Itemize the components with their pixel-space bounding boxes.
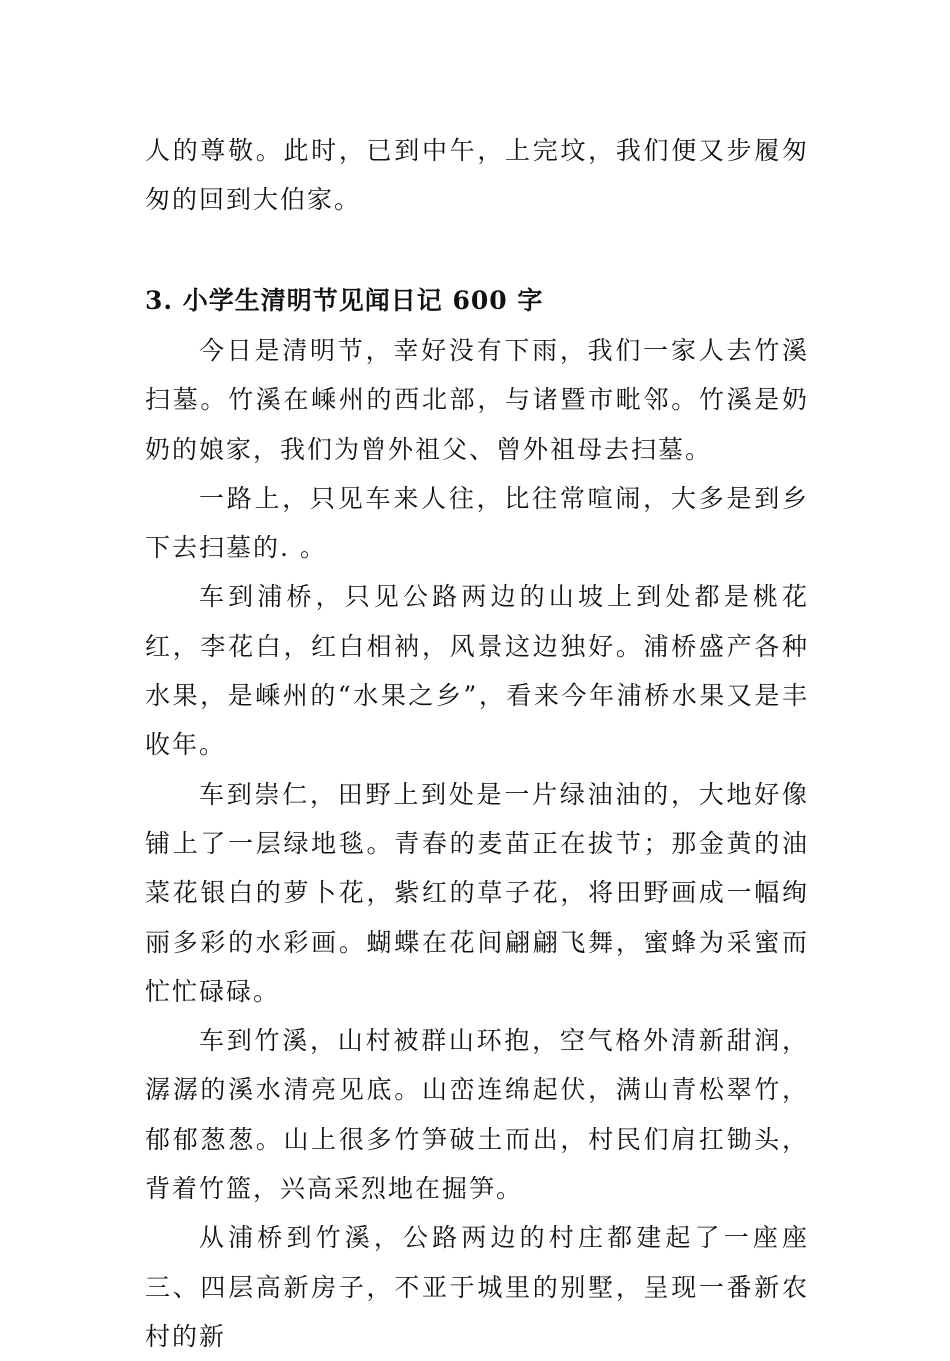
paragraph-5: 车到竹溪，山村被群山环抱，空气格外清新甜润，潺潺的溪水清亮见底。山峦连绵起伏，满山青松翠竹，郁郁葱葱。山上很多竹笋破土而出，村民们肩扛锄头，背着竹篮，兴高采烈地在掘笋。	[145, 1026, 809, 1204]
paragraph-3: 车到浦桥，只见公路两边的山坡上到处都是桃花红，李花白，红白相衲，风景这边独好。浦桥盛产各种水果，是嵊州的“水果之乡”，看来今年浦桥水果又是丰收年。	[145, 582, 809, 760]
paragraph-6: 从浦桥到竹溪，公路两边的村庄都建起了一座座三、四层高新房子，不亚于城里的别墅，呈现一番新农村的新	[145, 1223, 809, 1351]
paragraph-4: 车到崇仁，田野上到处是一片绿油油的，大地好像铺上了一层绿地毯。青春的麦苗正在拔节；那金黄的油菜花银白的萝卜花，紫红的草子花，将田野画成一幅绚丽多彩的水彩画。蝴蝶在花间翩翩飞舞，蜜蜂为采蜜而忙忙碌碌。	[145, 779, 809, 1006]
article-body	[145, 326, 809, 1361]
paragraph-2: 一路上，只见车来人往，比往常喧闹，大多是到乡下去扫墓的. 。	[145, 483, 809, 563]
section-heading: 3. 小学生清明节见闻日记 600 字	[145, 286, 544, 315]
paragraph-1: 今日是清明节，幸好没有下雨，我们一家人去竹溪扫墓。竹溪在嵊州的西北部，与诸暨市毗邻。竹溪是奶奶的娘家，我们为曾外祖父、曾外祖母去扫墓。	[145, 336, 809, 464]
continued-paragraph: 人的尊敬。此时，已到中午，上完坟，我们便又步履匆匆的回到大伯家。	[145, 136, 809, 215]
